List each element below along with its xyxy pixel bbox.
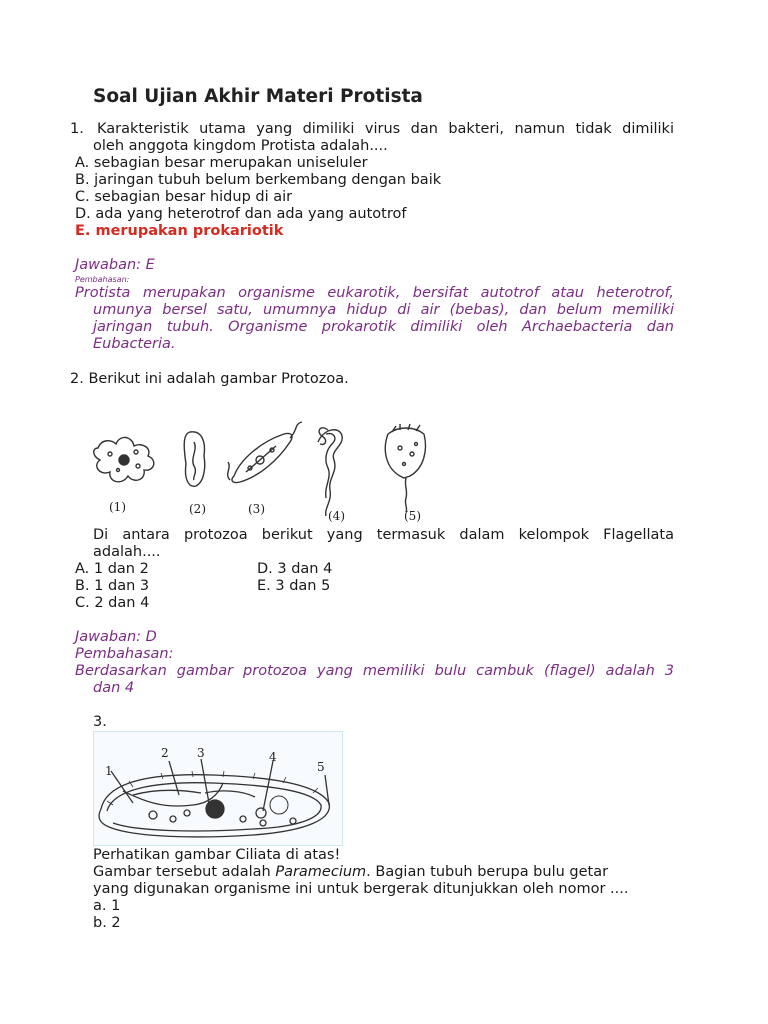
q1-explanation-line-3: jaringan tubuh. Organisme prokarotik dimiliki oleh Archaebacteria dan bbox=[93, 319, 674, 335]
q3-number: 3. bbox=[93, 714, 107, 730]
q1-answer: Jawaban: E bbox=[75, 257, 155, 273]
paramecium-label-2: 2 bbox=[161, 746, 169, 760]
q2-explanation-line-1: Berdasarkan gambar protozoa yang memiliki bulu cambuk (flagel) adalah 3 bbox=[75, 663, 674, 679]
q3-line-2-before: Gambar tersebut adalah bbox=[93, 864, 276, 880]
q1-option-b: B. jaringan tubuh belum berkembang dengan baik bbox=[75, 172, 442, 188]
figure-label-2: (2) bbox=[189, 502, 206, 516]
q3-line-3: yang digunakan organisme ini untuk bergerak ditunjukkan oleh nomor .... bbox=[93, 881, 629, 897]
q2-option-c: C. 2 dan 4 bbox=[75, 595, 150, 611]
q2-explanation-line-2: dan 4 bbox=[93, 680, 135, 696]
q1-explanation-label: Pembahasan: bbox=[75, 275, 130, 284]
q2-intro: 2. Berikut ini adalah gambar Protozoa. bbox=[70, 371, 349, 387]
q2-answer: Jawaban: D bbox=[75, 629, 157, 645]
q1-explanation-line-2: umunya bersel satu, umumnya hidup di air (bebas), dan belum memiliki bbox=[93, 302, 674, 318]
q2-option-d: D. 3 dan 4 bbox=[257, 561, 333, 577]
figure-label-3: (3) bbox=[248, 502, 265, 516]
euglena-illustration bbox=[228, 422, 302, 483]
figure-label-5: (5) bbox=[404, 509, 421, 523]
q2-option-e: E. 3 dan 5 bbox=[257, 578, 331, 594]
amoeba-illustration bbox=[94, 437, 154, 481]
q1-option-c: C. sebagian besar hidup di air bbox=[75, 189, 293, 205]
q3-option-a: a. 1 bbox=[93, 898, 121, 914]
q3-line-1: Perhatikan gambar Ciliata di atas! bbox=[93, 847, 341, 863]
trypanosoma-illustration bbox=[318, 428, 342, 516]
q1-text-line-2: oleh anggota kingdom Protista adalah.... bbox=[93, 138, 388, 154]
q2-question-line-2: adalah.... bbox=[93, 544, 161, 560]
vorticella-illustration bbox=[385, 424, 425, 512]
paramecium-label-3: 3 bbox=[197, 746, 205, 760]
q1-explanation-line-4: Eubacteria. bbox=[93, 336, 176, 352]
q1-option-d: D. ada yang heterotrof dan ada yang autotrof bbox=[75, 206, 407, 222]
q2-option-a: A. 1 dan 2 bbox=[75, 561, 149, 577]
q2-option-b: B. 1 dan 3 bbox=[75, 578, 150, 594]
figure-label-4: (4) bbox=[328, 509, 345, 523]
protozoa-figure bbox=[88, 420, 440, 530]
paramecium-label-4: 4 bbox=[269, 750, 277, 764]
page-title: Soal Ujian Akhir Materi Protista bbox=[93, 86, 423, 107]
elongated-protozoan-illustration bbox=[184, 432, 205, 486]
q3-option-b: b. 2 bbox=[93, 915, 121, 931]
q2-explanation-label: Pembahasan: bbox=[75, 646, 174, 662]
q2-question-line-1: Di antara protozoa berikut yang termasuk dalam kelompok Flagellata bbox=[93, 527, 674, 543]
q1-explanation-line-1: Protista merupakan organisme eukarotik, bersifat autotrof atau heterotrof, bbox=[75, 285, 674, 301]
paramecium-label-1: 1 bbox=[105, 764, 113, 778]
figure-label-1: (1) bbox=[109, 500, 126, 514]
paramecium-label-5: 5 bbox=[317, 760, 325, 774]
q1-option-a: A. sebagian besar merupakan uniseluler bbox=[75, 155, 368, 171]
q1-text-line-1: Karakteristik utama yang dimiliki virus dan bakteri, namun tidak dimiliki bbox=[97, 121, 674, 137]
q1-option-e-correct: E. merupakan prokariotik bbox=[75, 223, 284, 239]
paramecium-figure bbox=[93, 731, 343, 846]
q3-line-2-after: . Bagian tubuh berupa bulu getar bbox=[366, 864, 609, 880]
q3-line-2-italic: Paramecium bbox=[275, 864, 367, 880]
q3-line-2 bbox=[93, 864, 608, 881]
q1-number: 1. bbox=[70, 121, 84, 137]
